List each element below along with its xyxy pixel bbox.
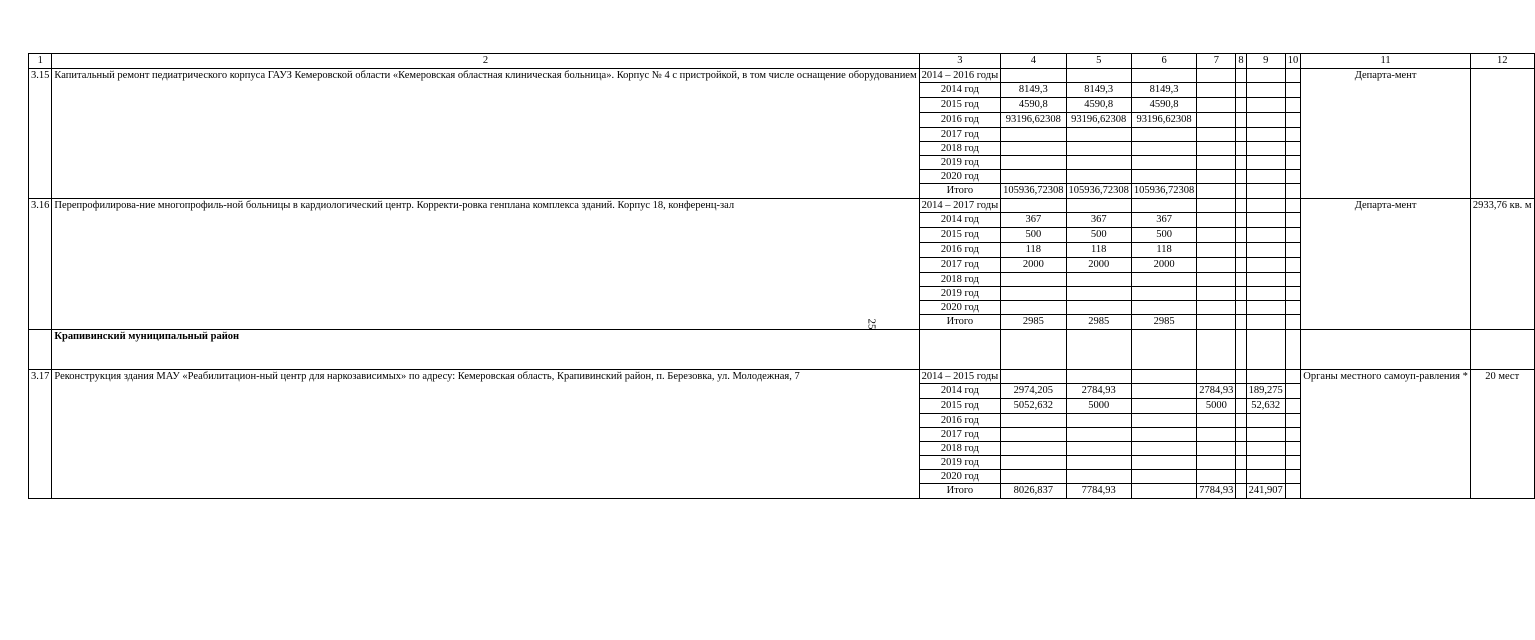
value-cell (1236, 184, 1246, 199)
value-cell: 105936,72308 (1131, 184, 1196, 199)
value-cell: 4590,8 (1131, 98, 1196, 113)
value-cell: 8149,3 (1001, 83, 1066, 98)
value-cell (1131, 273, 1196, 287)
value-cell (1131, 128, 1196, 142)
item-number: 3.15 (29, 69, 52, 199)
empty-cell (1470, 330, 1534, 370)
value-cell (1066, 470, 1131, 484)
period-cell: 2016 год (919, 243, 1001, 258)
value-cell (1285, 384, 1301, 399)
value-cell (1001, 442, 1066, 456)
column-header: 12 (1470, 54, 1534, 69)
empty-cell (1131, 330, 1196, 370)
value-cell: 500 (1066, 228, 1131, 243)
value-cell (1285, 199, 1301, 213)
value-cell (1236, 484, 1246, 499)
value-cell (1001, 428, 1066, 442)
value-cell (1001, 287, 1066, 301)
period-cell: 2018 год (919, 442, 1001, 456)
value-cell (1131, 301, 1196, 315)
empty-cell (919, 330, 1001, 370)
value-cell (1131, 399, 1196, 414)
value-cell (1197, 273, 1236, 287)
value-cell (1236, 370, 1246, 384)
value-cell: 7784,93 (1197, 484, 1236, 499)
period-cell: 2015 год (919, 228, 1001, 243)
value-cell (1001, 128, 1066, 142)
period-cell: 2014 – 2017 годы (919, 199, 1001, 213)
value-cell: 118 (1066, 243, 1131, 258)
value-cell (1285, 287, 1301, 301)
value-cell: 5000 (1066, 399, 1131, 414)
value-cell (1285, 156, 1301, 170)
value-cell (1066, 456, 1131, 470)
value-cell: 93196,62308 (1131, 113, 1196, 128)
value-cell (1236, 142, 1246, 156)
column-header: 4 (1001, 54, 1066, 69)
value-cell (1246, 113, 1285, 128)
item-name: Реконструкция здания МАУ «Реабилитацион-ный центр для наркозависимых» по адресу: Кемеровская область, Крапивинский район, п. Березовка, ул. Молодежная, 7 (52, 370, 919, 499)
value-cell (1001, 370, 1066, 384)
value-cell (1197, 69, 1236, 83)
value-cell (1246, 414, 1285, 428)
value-cell: 2000 (1066, 258, 1131, 273)
capacity-cell: 2933,76 кв. м (1470, 199, 1534, 330)
period-cell: 2014 год (919, 83, 1001, 98)
value-cell (1236, 113, 1246, 128)
value-cell: 7784,93 (1066, 484, 1131, 499)
value-cell: 500 (1131, 228, 1196, 243)
item-number: 3.16 (29, 199, 52, 330)
value-cell: 5000 (1197, 399, 1236, 414)
column-header: 2 (52, 54, 919, 69)
value-cell: 8149,3 (1066, 83, 1131, 98)
value-cell (1131, 156, 1196, 170)
value-cell: 4590,8 (1066, 98, 1131, 113)
value-cell (1197, 370, 1236, 384)
value-cell (1285, 83, 1301, 98)
value-cell (1246, 83, 1285, 98)
value-cell (1285, 399, 1301, 414)
value-cell (1197, 170, 1236, 184)
column-header: 7 (1197, 54, 1236, 69)
empty-cell (1066, 330, 1131, 370)
period-cell: 2015 год (919, 399, 1001, 414)
value-cell (1131, 384, 1196, 399)
value-cell (1066, 69, 1131, 83)
value-cell (1285, 228, 1301, 243)
value-cell (1001, 456, 1066, 470)
responsible-cell: Департа-мент (1301, 199, 1471, 330)
value-cell: 93196,62308 (1001, 113, 1066, 128)
value-cell: 93196,62308 (1066, 113, 1131, 128)
value-cell (1246, 228, 1285, 243)
value-cell (1066, 128, 1131, 142)
responsible-cell: Департа-мент (1301, 69, 1471, 199)
value-cell (1197, 442, 1236, 456)
value-cell (1236, 428, 1246, 442)
value-cell (1197, 301, 1236, 315)
period-cell: 2020 год (919, 301, 1001, 315)
value-cell (1197, 156, 1236, 170)
value-cell: 8149,3 (1131, 83, 1196, 98)
value-cell: 500 (1001, 228, 1066, 243)
period-cell: 2017 год (919, 258, 1001, 273)
value-cell (1236, 442, 1246, 456)
period-cell: 2014 год (919, 213, 1001, 228)
value-cell (1197, 128, 1236, 142)
value-cell (1236, 399, 1246, 414)
value-cell: 367 (1131, 213, 1196, 228)
table-body (29, 54, 1535, 499)
value-cell (1236, 273, 1246, 287)
period-cell: 2020 год (919, 170, 1001, 184)
value-cell: 5052,632 (1001, 399, 1066, 414)
value-cell (1236, 243, 1246, 258)
value-cell (1131, 142, 1196, 156)
value-cell (1246, 258, 1285, 273)
value-cell (1246, 370, 1285, 384)
value-cell (1246, 456, 1285, 470)
period-cell: 2017 год (919, 128, 1001, 142)
period-cell: Итого (919, 484, 1001, 499)
value-cell (1066, 142, 1131, 156)
value-cell (1285, 456, 1301, 470)
value-cell (1197, 287, 1236, 301)
value-cell: 2000 (1131, 258, 1196, 273)
item-name: Перепрофилирова-ние многопрофиль-ной больницы в кардиологический центр. Корректи-ровка генплана комплекса зданий. Корпус 18, конференц-зал (52, 199, 919, 330)
value-cell (1246, 98, 1285, 113)
item-number: 3.17 (29, 370, 52, 499)
value-cell (1236, 156, 1246, 170)
value-cell: 2985 (1001, 315, 1066, 330)
period-cell: Итого (919, 315, 1001, 330)
value-cell (1197, 213, 1236, 228)
value-cell: 2974,205 (1001, 384, 1066, 399)
period-cell: 2017 год (919, 428, 1001, 442)
value-cell (1246, 470, 1285, 484)
value-cell (1236, 414, 1246, 428)
value-cell (1246, 184, 1285, 199)
value-cell: 241,907 (1246, 484, 1285, 499)
value-cell (1285, 69, 1301, 83)
value-cell (1066, 301, 1131, 315)
value-cell (1246, 442, 1285, 456)
value-cell (1236, 98, 1246, 113)
value-cell (1131, 484, 1196, 499)
value-cell (1066, 199, 1131, 213)
value-cell (1285, 428, 1301, 442)
value-cell (1197, 113, 1236, 128)
value-cell (1001, 69, 1066, 83)
value-cell (1285, 184, 1301, 199)
period-cell: Итого (919, 184, 1001, 199)
column-header: 11 (1301, 54, 1471, 69)
value-cell (1066, 170, 1131, 184)
responsible-cell: Органы местного самоуп-равления * (1301, 370, 1471, 499)
value-cell (1197, 428, 1236, 442)
empty-cell (1301, 330, 1471, 370)
value-cell (1285, 442, 1301, 456)
value-cell: 2784,93 (1066, 384, 1131, 399)
value-cell (1285, 170, 1301, 184)
value-cell (1285, 470, 1301, 484)
value-cell (1066, 370, 1131, 384)
value-cell (1001, 142, 1066, 156)
value-cell (1285, 258, 1301, 273)
column-header: 3 (919, 54, 1001, 69)
item-name: Капитальный ремонт педиатрического корпуса ГАУЗ Кемеровской области «Кемеровская областная клиническая больница». Корпус № 4 с пристройкой, в том числе оснащение оборудованием (52, 69, 919, 199)
value-cell (1285, 213, 1301, 228)
value-cell (1285, 315, 1301, 330)
value-cell (1001, 199, 1066, 213)
period-cell: 2015 год (919, 98, 1001, 113)
value-cell (1131, 414, 1196, 428)
value-cell: 2000 (1001, 258, 1066, 273)
value-cell (1131, 442, 1196, 456)
value-cell (1197, 456, 1236, 470)
value-cell (1285, 98, 1301, 113)
empty-cell (1285, 330, 1301, 370)
value-cell (1285, 414, 1301, 428)
value-cell (1236, 456, 1246, 470)
value-cell (1285, 142, 1301, 156)
value-cell (1001, 470, 1066, 484)
column-header: 9 (1246, 54, 1285, 69)
value-cell (1236, 199, 1246, 213)
value-cell (1131, 470, 1196, 484)
page-number: 25 (865, 318, 878, 330)
value-cell (1246, 213, 1285, 228)
value-cell (1197, 98, 1236, 113)
period-cell: 2018 год (919, 142, 1001, 156)
district-row (29, 330, 1535, 370)
value-cell (1236, 258, 1246, 273)
budget-table (28, 53, 1535, 499)
period-cell: 2018 год (919, 273, 1001, 287)
value-cell (1131, 199, 1196, 213)
period-cell: 2019 год (919, 287, 1001, 301)
value-cell (1246, 273, 1285, 287)
value-cell (1246, 199, 1285, 213)
value-cell (1236, 301, 1246, 315)
value-cell (1246, 428, 1285, 442)
value-cell (1131, 287, 1196, 301)
period-cell: 2020 год (919, 470, 1001, 484)
value-cell (1236, 69, 1246, 83)
value-cell (1066, 287, 1131, 301)
value-cell: 105936,72308 (1001, 184, 1066, 199)
period-cell: 2019 год (919, 156, 1001, 170)
value-cell (1236, 315, 1246, 330)
value-cell (1246, 69, 1285, 83)
value-cell (1236, 470, 1246, 484)
value-cell (1066, 442, 1131, 456)
value-cell (1197, 142, 1236, 156)
value-cell: 189,275 (1246, 384, 1285, 399)
value-cell (1197, 228, 1236, 243)
value-cell (1197, 414, 1236, 428)
value-cell (1246, 170, 1285, 184)
value-cell (1197, 258, 1236, 273)
value-cell (1236, 213, 1246, 228)
capacity-cell: 20 мест (1470, 370, 1534, 499)
value-cell: 118 (1131, 243, 1196, 258)
value-cell (1285, 243, 1301, 258)
period-cell: 2014 – 2015 годы (919, 370, 1001, 384)
value-cell: 2985 (1131, 315, 1196, 330)
value-cell (1236, 83, 1246, 98)
value-cell (1236, 384, 1246, 399)
value-cell: 2784,93 (1197, 384, 1236, 399)
value-cell (1285, 128, 1301, 142)
table-row (29, 370, 1535, 384)
value-cell (1131, 170, 1196, 184)
value-cell (1246, 301, 1285, 315)
value-cell (1197, 243, 1236, 258)
value-cell: 118 (1001, 243, 1066, 258)
value-cell: 105936,72308 (1066, 184, 1131, 199)
column-header: 10 (1285, 54, 1301, 69)
value-cell (1246, 156, 1285, 170)
value-cell (1246, 142, 1285, 156)
column-header: 6 (1131, 54, 1196, 69)
district-name: Крапивинский муниципальный район (52, 330, 919, 370)
value-cell (1285, 301, 1301, 315)
value-cell (1197, 470, 1236, 484)
period-cell: 2016 год (919, 414, 1001, 428)
value-cell (1066, 414, 1131, 428)
value-cell (1131, 456, 1196, 470)
empty-cell (1246, 330, 1285, 370)
empty-cell (29, 330, 52, 370)
value-cell (1236, 287, 1246, 301)
value-cell (1285, 370, 1301, 384)
value-cell (1131, 69, 1196, 83)
column-header: 1 (29, 54, 52, 69)
value-cell (1246, 315, 1285, 330)
value-cell (1285, 484, 1301, 499)
value-cell (1236, 170, 1246, 184)
value-cell (1066, 428, 1131, 442)
value-cell: 52,632 (1246, 399, 1285, 414)
empty-cell (1001, 330, 1066, 370)
header-row (29, 54, 1535, 69)
value-cell (1197, 83, 1236, 98)
period-cell: 2014 год (919, 384, 1001, 399)
value-cell (1246, 243, 1285, 258)
value-cell: 4590,8 (1001, 98, 1066, 113)
column-header: 8 (1236, 54, 1246, 69)
empty-cell (1197, 330, 1236, 370)
value-cell (1001, 273, 1066, 287)
value-cell (1001, 156, 1066, 170)
value-cell (1066, 273, 1131, 287)
value-cell: 8026,837 (1001, 484, 1066, 499)
period-cell: 2019 год (919, 456, 1001, 470)
value-cell: 367 (1001, 213, 1066, 228)
value-cell (1001, 170, 1066, 184)
value-cell (1001, 301, 1066, 315)
column-header: 5 (1066, 54, 1131, 69)
value-cell (1285, 273, 1301, 287)
capacity-cell (1470, 69, 1534, 199)
value-cell (1131, 370, 1196, 384)
value-cell (1246, 287, 1285, 301)
period-cell: 2014 – 2016 годы (919, 69, 1001, 83)
value-cell (1236, 228, 1246, 243)
table-row (29, 69, 1535, 83)
value-cell (1197, 184, 1236, 199)
period-cell: 2016 год (919, 113, 1001, 128)
value-cell (1285, 113, 1301, 128)
value-cell (1197, 315, 1236, 330)
value-cell (1246, 128, 1285, 142)
value-cell (1236, 128, 1246, 142)
value-cell (1001, 414, 1066, 428)
value-cell (1131, 428, 1196, 442)
value-cell (1197, 199, 1236, 213)
empty-cell (1236, 330, 1246, 370)
value-cell (1066, 156, 1131, 170)
value-cell: 367 (1066, 213, 1131, 228)
value-cell: 2985 (1066, 315, 1131, 330)
table-row (29, 199, 1535, 213)
